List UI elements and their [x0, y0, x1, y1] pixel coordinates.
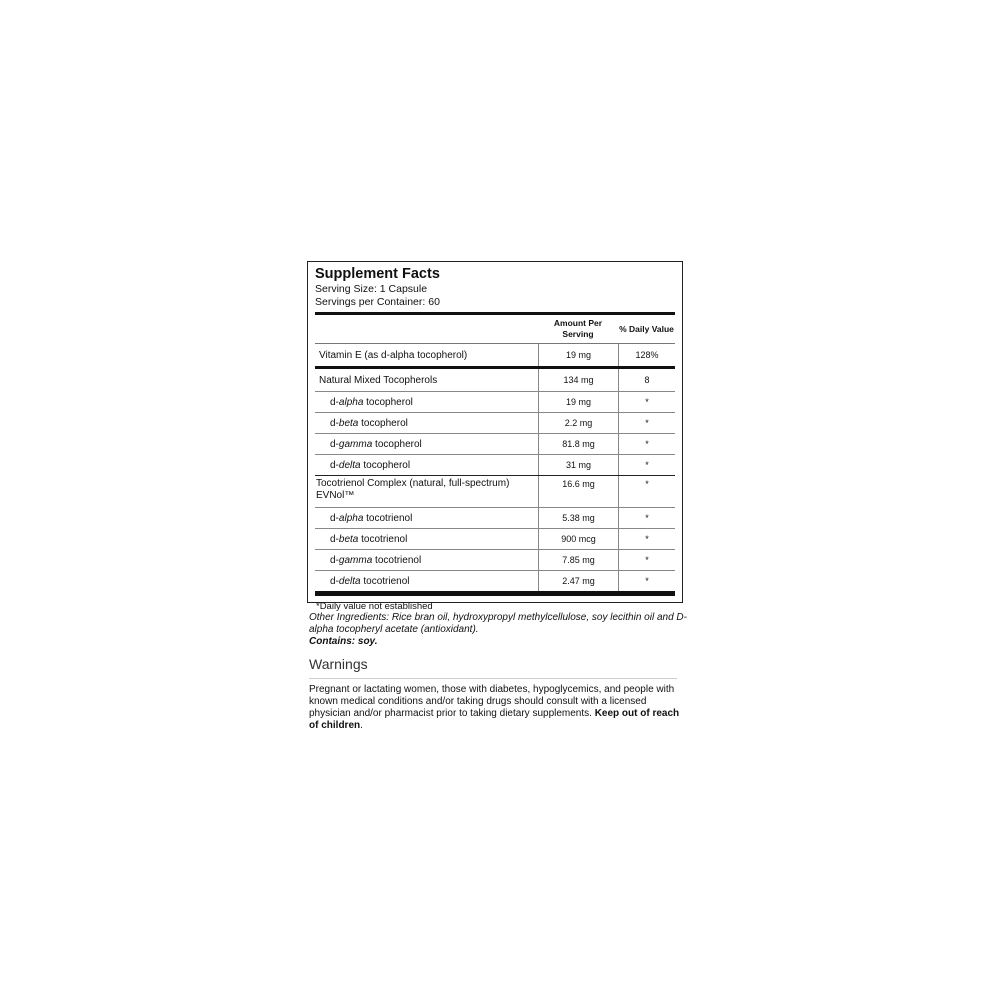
nutrient-name: Vitamin E (as d-alpha tocopherol) — [319, 349, 468, 361]
table-row — [315, 454, 675, 475]
nutrient-amount: 5.38 mg — [538, 508, 618, 528]
nutrient-amount: 81.8 mg — [538, 434, 618, 454]
table-row — [315, 528, 675, 549]
nutrient-amount: 900 mcg — [538, 529, 618, 549]
table-row — [315, 369, 675, 391]
table-row — [315, 391, 675, 412]
nutrient-dv: * — [618, 413, 675, 433]
warnings-divider — [309, 678, 677, 679]
nutrient-amount: 16.6 mg — [538, 476, 618, 507]
nutrient-name: Natural Mixed Tocopherols — [319, 374, 438, 386]
supplement-facts-title: Supplement Facts — [315, 266, 440, 282]
nutrient-dv: * — [618, 529, 675, 549]
nutrient-dv: * — [618, 508, 675, 528]
nutrient-dv: * — [618, 571, 675, 591]
nutrient-amount: 19 mg — [538, 344, 618, 366]
table-row — [315, 412, 675, 433]
nutrient-dv: * — [618, 455, 675, 475]
nutrient-name: d-gamma tocopherol — [330, 438, 422, 450]
nutrient-amount: 19 mg — [538, 392, 618, 412]
nutrient-dv: * — [618, 550, 675, 570]
nutrient-dv: * — [618, 476, 675, 507]
table-row — [315, 433, 675, 454]
header-amount: Amount Per Serving — [553, 318, 603, 339]
nutrient-name: d-delta tocotrienol — [330, 575, 410, 587]
contains-allergen: Contains: soy. — [309, 636, 378, 647]
nutrient-name: d-alpha tocopherol — [330, 396, 413, 408]
table-row — [315, 507, 675, 528]
nutrient-dv: * — [618, 434, 675, 454]
nutrient-name: d-beta tocotrienol — [330, 533, 408, 545]
warnings-text: Pregnant or lactating women, those with diabetes, hypoglycemics, and people with known medical conditions and/or taking drugs should consult with a licensed physician and/or pharmacist prior to taking dietary supplements. Keep out of reach of children. — [309, 684, 680, 731]
table-row — [315, 549, 675, 570]
nutrient-name: Tocotrienol Complex (natural, full-spectrum) EVNol™ — [316, 478, 510, 501]
other-ingredients — [309, 612, 689, 648]
table-header — [315, 315, 675, 343]
nutrient-amount: 134 mg — [538, 369, 618, 391]
nutrient-amount: 2.47 mg — [538, 571, 618, 591]
servings-per-container: Servings per Container: 60 — [315, 296, 440, 308]
warnings-title: Warnings — [309, 656, 368, 672]
nutrient-name: d-delta tocopherol — [330, 459, 411, 471]
nutrient-dv: 8 — [618, 369, 675, 391]
table-row — [315, 344, 675, 366]
nutrient-name: d-alpha tocotrienol — [330, 512, 413, 524]
nutrient-name: d-beta tocopherol — [330, 417, 408, 429]
nutrient-dv: * — [618, 392, 675, 412]
footnote: *Daily value not established — [316, 601, 433, 612]
nutrient-amount: 31 mg — [538, 455, 618, 475]
header-daily-value: % Daily Value — [619, 323, 674, 334]
nutrient-amount: 2.2 mg — [538, 413, 618, 433]
table-row — [315, 475, 675, 507]
supplement-facts-panel — [307, 261, 683, 612]
bottom-rule — [315, 591, 675, 596]
nutrient-dv: 128% — [618, 344, 675, 366]
serving-size: Serving Size: 1 Capsule — [315, 283, 428, 295]
nutrient-amount: 7.85 mg — [538, 550, 618, 570]
table-row — [315, 570, 675, 591]
nutrient-name: d-gamma tocotrienol — [330, 554, 422, 566]
other-ingredients-text: Other Ingredients: Rice bran oil, hydroxypropyl methylcellulose, soy lecithin oil and D-alpha tocopheryl acetate (antioxidant). — [309, 612, 687, 635]
